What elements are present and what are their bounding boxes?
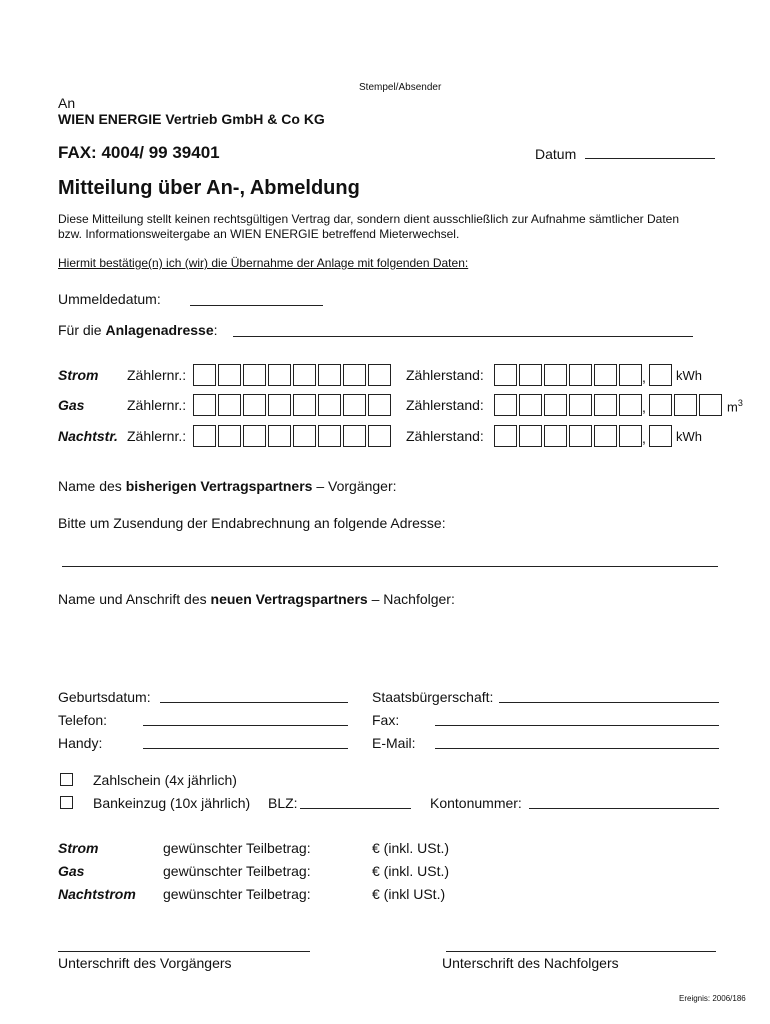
stamp-label: Stempel/Absender [359, 82, 442, 93]
datum-label: Datum [535, 146, 577, 162]
installment-currency: € (inkl. USt.) [372, 863, 450, 879]
predecessor-label: Name des bisherigen Vertragspartners – Vorgänger: [58, 478, 397, 494]
intro-line-1: Diese Mitteilung stellt keinen rechtsgültigen Vertrag dar, sondern dient ausschließlich zur Aufnahme sämtlicher Daten [58, 212, 679, 226]
fax-field[interactable] [435, 725, 719, 726]
zaehlerstand-digit-box[interactable] [544, 394, 567, 416]
meter-type-label: Gas [58, 397, 85, 413]
forwarding-label: Bitte um Zusendung der Endabrechnung an folgende Adresse: [58, 515, 446, 531]
zaehlernr-digit-box[interactable] [293, 425, 316, 447]
zaehlernr-digit-box[interactable] [268, 394, 291, 416]
kontonummer-label: Kontonummer: [430, 795, 522, 811]
telefon-label: Telefon: [58, 712, 108, 728]
telefon-field[interactable] [143, 725, 348, 726]
recipient-company: WIEN ENERGIE Vertrieb GmbH & Co KG [58, 111, 325, 127]
signature-predecessor-line[interactable] [58, 951, 310, 952]
geburtsdatum-label: Geburtsdatum: [58, 689, 151, 705]
intro-line-2: bzw. Informationsweitergabe an WIEN ENERGIE betreffend Mieterwechsel. [58, 227, 460, 241]
geburtsdatum-field[interactable] [160, 702, 348, 703]
zaehlernr-digit-box[interactable] [293, 364, 316, 386]
fax-number: FAX: 4004/ 99 39401 [58, 143, 220, 162]
decimal-comma: , [642, 430, 646, 446]
handy-label: Handy: [58, 735, 103, 751]
zaehlerstand-digit-box[interactable] [544, 364, 567, 386]
zaehlerstand-digit-box[interactable] [594, 364, 617, 386]
meter-type-label: Nachtstr. [58, 428, 118, 444]
staatsbuergerschaft-label: Staatsbürgerschaft: [372, 689, 494, 705]
unit-label: kWh [676, 368, 702, 383]
zaehlernr-digit-box[interactable] [243, 425, 266, 447]
zaehlerstand-digit-box[interactable] [619, 394, 642, 416]
successor-label: Name und Anschrift des neuen Vertragspartners – Nachfolger: [58, 591, 455, 607]
zaehlerstand-digit-box[interactable] [594, 394, 617, 416]
decimal-comma: , [642, 399, 646, 415]
forwarding-address-field[interactable] [62, 566, 718, 567]
zaehlerstand-decimal-box[interactable] [649, 394, 672, 416]
address-field[interactable] [233, 336, 693, 337]
zaehlernr-digit-box[interactable] [368, 425, 391, 447]
zaehlerstand-digit-box[interactable] [494, 394, 517, 416]
zaehlernr-digit-box[interactable] [193, 425, 216, 447]
confirm-text: Hiermit bestätige(n) ich (wir) die Übernahme der Anlage mit folgenden Daten: [58, 256, 469, 270]
zaehlerstand-digit-box[interactable] [594, 425, 617, 447]
zaehlernr-label: Zählernr.: [127, 367, 187, 383]
zaehlerstand-decimal-box[interactable] [674, 394, 697, 416]
zaehlerstand-decimal-box[interactable] [649, 364, 672, 386]
zahlschein-checkbox[interactable] [60, 773, 73, 786]
kontonummer-field[interactable] [529, 808, 719, 809]
datum-field[interactable] [585, 158, 715, 159]
fax-label: Fax: [372, 712, 400, 728]
meter-type-label: Strom [58, 367, 99, 383]
zaehlerstand-digit-box[interactable] [619, 425, 642, 447]
zaehlernr-digit-box[interactable] [293, 394, 316, 416]
blz-label: BLZ: [268, 795, 298, 811]
zaehlernr-digit-box[interactable] [368, 364, 391, 386]
zaehlerstand-digit-box[interactable] [619, 364, 642, 386]
zahlschein-label: Zahlschein (4x jährlich) [93, 772, 237, 788]
zaehlerstand-digit-box[interactable] [494, 364, 517, 386]
zaehlerstand-decimal-box[interactable] [649, 425, 672, 447]
footer-reference: Ereignis: 2006/186 [679, 994, 746, 1003]
zaehlerstand-decimal-box[interactable] [699, 394, 722, 416]
bankeinzug-label: Bankeinzug (10x jährlich) [93, 795, 251, 811]
zaehlernr-digit-box[interactable] [193, 364, 216, 386]
email-label: E-Mail: [372, 735, 416, 751]
zaehlernr-digit-box[interactable] [218, 425, 241, 447]
recipient-to: An [58, 95, 76, 111]
zaehlernr-label: Zählernr.: [127, 428, 187, 444]
zaehlernr-digit-box[interactable] [218, 394, 241, 416]
installment-type: Nachtstrom [58, 886, 136, 902]
zaehlernr-digit-box[interactable] [193, 394, 216, 416]
zaehlernr-digit-box[interactable] [218, 364, 241, 386]
zaehlerstand-digit-box[interactable] [494, 425, 517, 447]
zaehlerstand-digit-box[interactable] [519, 394, 542, 416]
zaehlerstand-digit-box[interactable] [544, 425, 567, 447]
zaehlernr-digit-box[interactable] [268, 364, 291, 386]
handy-field[interactable] [143, 748, 348, 749]
zaehlerstand-digit-box[interactable] [569, 394, 592, 416]
zaehlerstand-digit-box[interactable] [569, 425, 592, 447]
zaehlernr-digit-box[interactable] [343, 364, 366, 386]
zaehlerstand-label: Zählerstand: [406, 428, 484, 444]
address-label: Für die Anlagenadresse: [58, 322, 218, 338]
page-title: Mitteilung über An-, Abmeldung [58, 177, 360, 199]
zaehlernr-digit-box[interactable] [343, 425, 366, 447]
decimal-comma: , [642, 369, 646, 385]
zaehlerstand-digit-box[interactable] [519, 425, 542, 447]
zaehlerstand-digit-box[interactable] [519, 364, 542, 386]
installment-currency: € (inkl. USt.) [372, 840, 450, 856]
zaehlernr-digit-box[interactable] [268, 425, 291, 447]
zaehlernr-digit-box[interactable] [343, 394, 366, 416]
signature-successor-label: Unterschrift des Nachfolgers [442, 955, 619, 971]
zaehlernr-digit-box[interactable] [368, 394, 391, 416]
installment-label: gewünschter Teilbetrag: [163, 886, 311, 902]
zaehlerstand-digit-box[interactable] [569, 364, 592, 386]
zaehlernr-digit-box[interactable] [318, 364, 341, 386]
bankeinzug-checkbox[interactable] [60, 796, 73, 809]
zaehlernr-label: Zählernr.: [127, 397, 187, 413]
zaehlerstand-label: Zählerstand: [406, 397, 484, 413]
unit-label: $m^3$ [727, 398, 743, 415]
zaehlernr-digit-box[interactable] [243, 394, 266, 416]
staatsbuergerschaft-field[interactable] [499, 702, 719, 703]
blz-field[interactable] [300, 808, 411, 809]
signature-predecessor-label: Unterschrift des Vorgängers [58, 955, 232, 971]
ummeldedatum-label: Ummeldedatum: [58, 291, 161, 307]
signature-successor-line[interactable] [446, 951, 716, 952]
installment-label: gewünschter Teilbetrag: [163, 840, 311, 856]
email-field[interactable] [435, 748, 719, 749]
zaehlernr-digit-box[interactable] [243, 364, 266, 386]
installment-type: Strom [58, 840, 99, 856]
unit-label: kWh [676, 429, 702, 444]
zaehlerstand-label: Zählerstand: [406, 367, 484, 383]
installment-currency: € (inkl USt.) [372, 886, 446, 902]
installment-label: gewünschter Teilbetrag: [163, 863, 311, 879]
zaehlernr-digit-box[interactable] [318, 425, 341, 447]
ummeldedatum-field[interactable] [190, 305, 323, 306]
installment-type: Gas [58, 863, 85, 879]
zaehlernr-digit-box[interactable] [318, 394, 341, 416]
